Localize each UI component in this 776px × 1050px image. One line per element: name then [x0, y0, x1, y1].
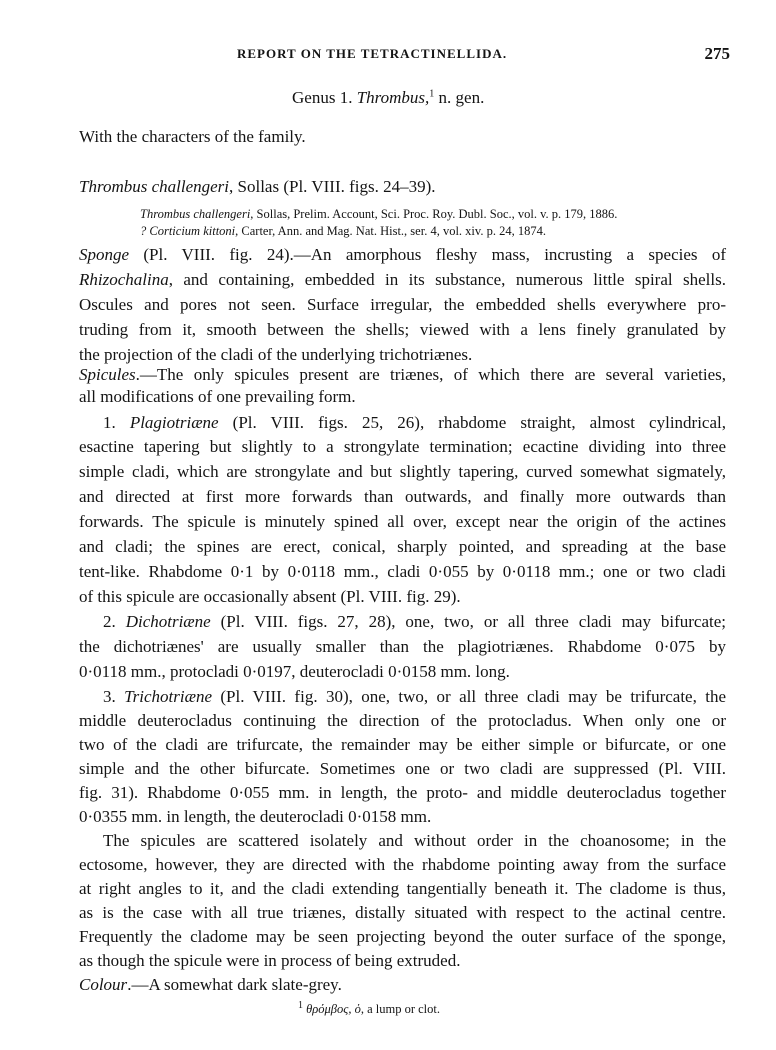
- synonymy-line-1: Thrombus challengeri, Sollas, Prelim. Account, Sci. Proc. Roy. Dubl. Soc., vol. v. p. 179, 1886.: [140, 207, 618, 221]
- dichotriaene-line: 2. Dichotriæne (Pl. VIII. figs. 27, 28), one, two, or all three cladi may bifurcate;: [103, 612, 727, 631]
- genus-prefix: Genus 1.: [292, 88, 357, 107]
- plagiotriaene-line: esactine tapering but slightly to a strongylate termination; ecactine dividing into three: [79, 437, 726, 456]
- synonym-name-1: Thrombus challengeri: [140, 207, 251, 221]
- sponge-line: Oscules and pores not seen. Surface irregular, the embedded shells everywhere pro-: [79, 295, 726, 314]
- family-note: With the characters of the family.: [79, 127, 306, 146]
- plagiotriaene-line: forwards. The spicule is minutely spined all over, except near the origin of the actines: [79, 512, 726, 531]
- distribution-line: at right angles to it, and the cladi extending tangentially beneath it. The cladome is thus,: [79, 879, 726, 898]
- trichotriaene-line: fig. 31). Rhabdome 0·055 mm. in length, the proto- and middle deuterocladus together: [79, 783, 726, 802]
- trichotriaene-line: 3. Trichotriæne (Pl. VIII. fig. 30), one, two, or all three cladi may be trifurcate, the: [103, 687, 727, 706]
- colour-label: Colour: [79, 975, 128, 994]
- species-name: Thrombus challengeri: [79, 177, 230, 196]
- trichotriaene-line: two of the cladi are trifurcate, the remainder may be either simple or bifurcate, or one: [79, 735, 726, 754]
- sponge-line: Rhizochalina, and containing, embedded in its substance, numerous little spiral shells.: [79, 270, 726, 289]
- synonymy-line-2: ? Corticium kittoni, Carter, Ann. and Mag. Nat. Hist., ser. 4, vol. xiv. p. 24, 1874.: [140, 224, 546, 238]
- genus-name: Thrombus,: [356, 88, 430, 107]
- plagiotriaene-line: and directed at first more forwards than outwards, and finally more outwards than: [79, 487, 726, 506]
- footnote-marker: 1: [429, 88, 435, 100]
- species-rest: , Sollas (Pl. VIII. figs. 24–39).: [229, 177, 436, 196]
- trichotriaene-line: 0·0355 mm. in length, the deuterocladi 0·0158 mm.: [79, 807, 432, 826]
- genus-heading: [292, 88, 484, 108]
- trichotriaene-line: middle deuterocladus continuing the direction of the protocladus. When only one or: [79, 711, 726, 730]
- spicules-line: all modifications of one prevailing form.: [79, 387, 356, 406]
- distribution-line: Frequently the cladome may be seen projecting beyond the outer surface of the sponge,: [79, 927, 726, 946]
- dichotriaene-line: the dichotriænes' are usually smaller than the plagiotriænes. Rhabdome 0·075 by: [79, 637, 726, 656]
- colour-line: Colour.—A somewhat dark slate-grey.: [79, 975, 342, 994]
- trichotriaene-line: simple and the other bifurcate. Sometimes one or two cladi are suppressed (Pl. VIII.: [79, 759, 726, 778]
- sponge-line: truding from it, smooth between the shells; viewed with a lens finely granulated by: [79, 320, 726, 339]
- species-heading: [79, 177, 436, 197]
- plagiotriaene-line: tent-like. Rhabdome 0·1 by 0·0118 mm., cladi 0·055 by 0·0118 mm.; one or two cladi: [79, 562, 726, 581]
- sponge-label: Sponge: [79, 245, 130, 264]
- distribution-line: ectosome, however, they are directed with the rhabdome pointing away from the surface: [79, 855, 726, 874]
- plagiotriaene-line: of this spicule are occasionally absent (Pl. VIII. fig. 29).: [79, 587, 461, 606]
- plagiotriaene-line: simple cladi, which are strongylate and but slightly tapering, curved somewhat sigmately,: [79, 462, 726, 481]
- plagiotriaene-line: and cladi; the spines are erect, conical, sharply pointed, and spreading at the base: [79, 537, 726, 556]
- distribution-line: as is the case with all true triænes, distally situated with respect to the actinal centre.: [79, 903, 726, 922]
- genus-suffix: n. gen.: [434, 88, 485, 107]
- running-head: REPORT ON THE TETRACTINELLIDA.: [237, 46, 508, 61]
- distribution-line: as though the spicule were in process of being extruded.: [79, 951, 461, 970]
- page-number: 275: [704, 44, 730, 63]
- page-header: [0, 44, 776, 68]
- spicules-line: Spicules.—The only spicules present are triænes, of which there are several varieties,: [79, 365, 726, 384]
- spicules-label: Spicules: [79, 365, 136, 384]
- plagiotriaene-line: 1. Plagiotriæne (Pl. VIII. figs. 25, 26), rhabdome straight, almost cylindrical,: [103, 413, 726, 432]
- dichotriaene-line: 0·0118 mm., protocladi 0·0197, deuterocladi 0·0158 mm. long.: [79, 662, 510, 681]
- footnote-greek: θρόμβος, ὁ: [306, 1002, 361, 1017]
- sponge-line: the projection of the cladi of the underlying trichotriænes.: [79, 345, 473, 364]
- synonym-name-2: Corticium kittoni: [149, 224, 236, 238]
- sponge-line: Sponge (Pl. VIII. fig. 24).—An amorphous fleshy mass, incrusting a species of: [79, 245, 726, 264]
- footnote: $^1$ θρόμβος, ὁ, a lump or clot.: [298, 1000, 440, 1017]
- distribution-line: The spicules are scattered isolately and without order in the choanosome; in the: [103, 831, 726, 850]
